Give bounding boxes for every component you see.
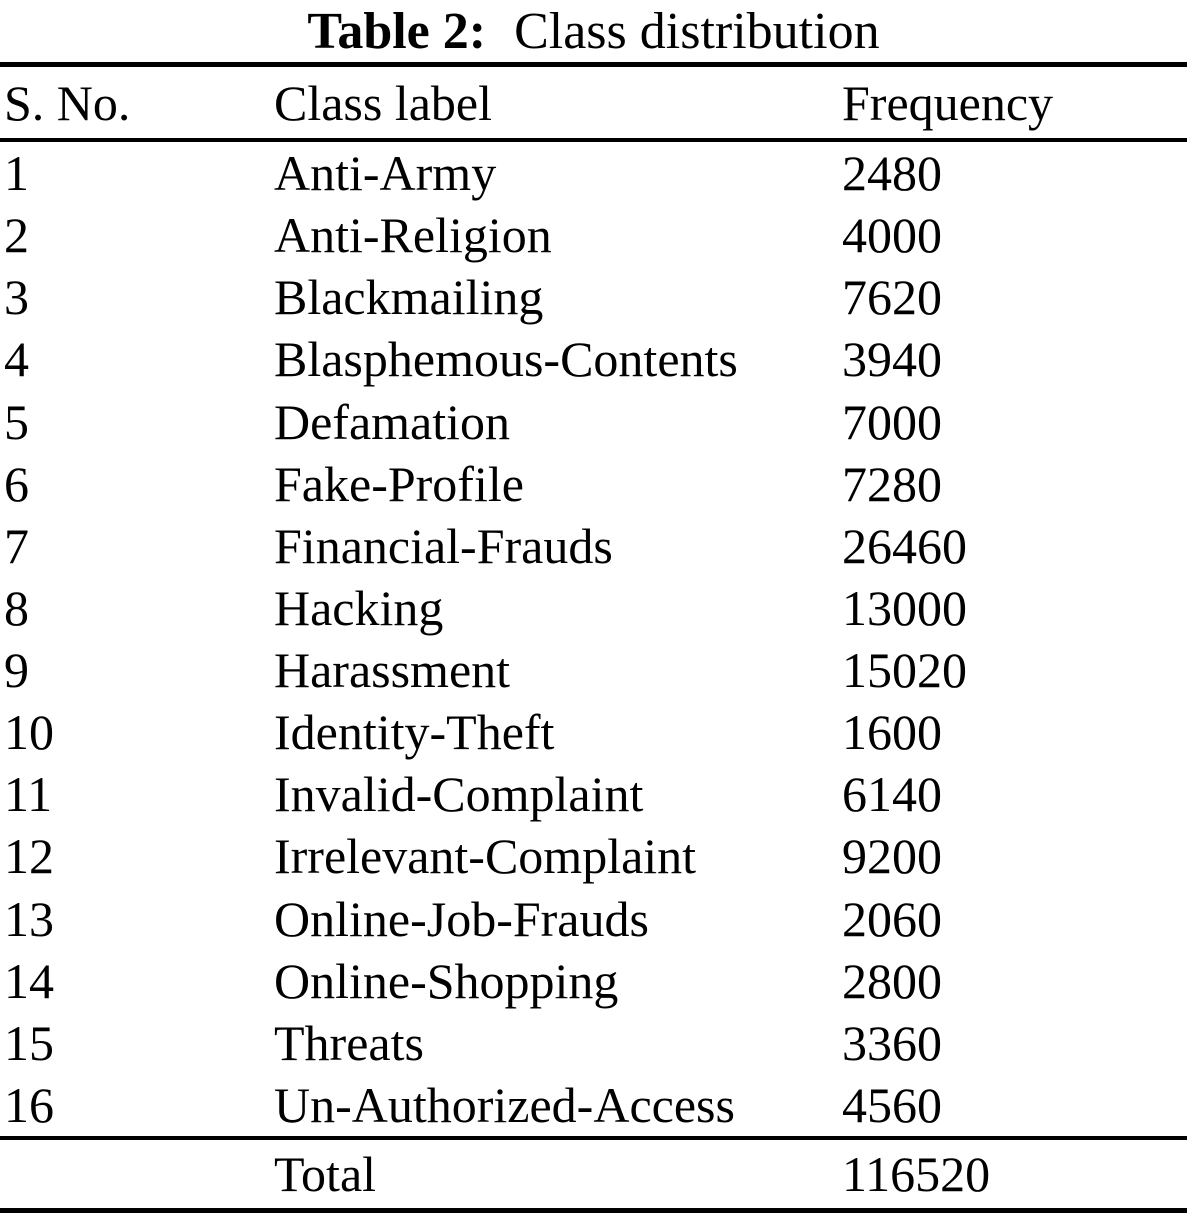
table-row xyxy=(0,701,1187,763)
table-row xyxy=(0,142,1187,204)
row-frequency-value: 1600 xyxy=(842,704,942,761)
row-class-label: Un-Authorized-Access xyxy=(274,1076,735,1133)
row-frequency-value: 9200 xyxy=(842,828,942,885)
row-class-label: Hacking xyxy=(274,579,444,636)
table-row xyxy=(0,391,1187,453)
row-class-label: Anti-Religion xyxy=(274,207,552,264)
row-frequency-value: 4000 xyxy=(842,207,942,264)
row-serial-number: 11 xyxy=(4,766,53,823)
row-frequency-value: 15020 xyxy=(842,642,967,699)
row-frequency-value: 7620 xyxy=(842,269,942,326)
row-serial-number: 8 xyxy=(4,579,29,636)
table-body xyxy=(0,142,1187,1136)
table-row xyxy=(0,453,1187,515)
row-serial-number: 6 xyxy=(4,455,29,512)
row-class-label: Harassment xyxy=(274,642,511,699)
table-bottom-rule xyxy=(0,1208,1187,1213)
total-label: Total xyxy=(274,1146,377,1202)
table-row xyxy=(0,950,1187,1012)
total-frequency-value: 116520 xyxy=(842,1146,991,1202)
column-header-serial-number: S. No. xyxy=(4,74,131,131)
row-frequency-value: 26460 xyxy=(842,517,967,574)
row-serial-number: 13 xyxy=(4,890,54,947)
table-caption-title: Class distribution xyxy=(514,3,880,60)
row-frequency-value: 3940 xyxy=(842,331,942,388)
column-header-class-label: Class label xyxy=(274,74,493,131)
table-row xyxy=(0,204,1187,266)
table-caption-label: Table 2: xyxy=(307,3,487,60)
row-serial-number: 7 xyxy=(4,517,29,574)
table-row xyxy=(0,1074,1187,1136)
row-class-label: Threats xyxy=(274,1014,424,1071)
row-class-label: Irrelevant-Complaint xyxy=(274,828,697,885)
table-row xyxy=(0,266,1187,328)
row-serial-number: 4 xyxy=(4,331,29,388)
row-frequency-value: 2480 xyxy=(842,145,942,202)
table-total-row xyxy=(0,1140,1187,1208)
row-serial-number: 10 xyxy=(4,704,54,761)
row-serial-number: 1 xyxy=(4,145,29,202)
row-frequency-value: 7000 xyxy=(842,393,942,450)
table-header-row xyxy=(0,67,1187,138)
row-class-label: Online-Job-Frauds xyxy=(274,890,649,947)
row-frequency-value: 2060 xyxy=(842,890,942,947)
row-class-label: Anti-Army xyxy=(274,145,497,202)
row-serial-number: 12 xyxy=(4,828,54,885)
row-frequency-value: 13000 xyxy=(842,579,967,636)
row-serial-number: 9 xyxy=(4,642,29,699)
table-row xyxy=(0,577,1187,639)
table-row xyxy=(0,888,1187,950)
row-serial-number: 3 xyxy=(4,269,29,326)
row-serial-number: 5 xyxy=(4,393,29,450)
row-frequency-value: 2800 xyxy=(842,952,942,1009)
row-frequency-value: 6140 xyxy=(842,766,942,823)
row-serial-number: 16 xyxy=(4,1076,54,1133)
table-row xyxy=(0,515,1187,577)
column-header-frequency: Frequency xyxy=(842,74,1054,131)
row-class-label: Invalid-Complaint xyxy=(274,766,644,823)
row-serial-number: 15 xyxy=(4,1014,54,1071)
row-class-label: Blackmailing xyxy=(274,269,544,326)
row-serial-number: 2 xyxy=(4,207,29,264)
row-class-label: Blasphemous-Contents xyxy=(274,331,738,388)
row-frequency-value: 4560 xyxy=(842,1076,942,1133)
table-row xyxy=(0,328,1187,390)
row-class-label: Identity-Theft xyxy=(274,704,555,761)
table-row xyxy=(0,763,1187,825)
table-row xyxy=(0,1012,1187,1074)
row-class-label: Defamation xyxy=(274,393,511,450)
row-frequency-value: 7280 xyxy=(842,455,942,512)
row-class-label: Fake-Profile xyxy=(274,455,524,512)
table-row xyxy=(0,639,1187,701)
row-class-label: Online-Shopping xyxy=(274,952,619,1009)
row-serial-number: 14 xyxy=(4,952,54,1009)
row-frequency-value: 3360 xyxy=(842,1014,942,1071)
row-class-label: Financial-Frauds xyxy=(274,517,613,574)
table-row xyxy=(0,825,1187,887)
table-caption xyxy=(0,0,1187,62)
